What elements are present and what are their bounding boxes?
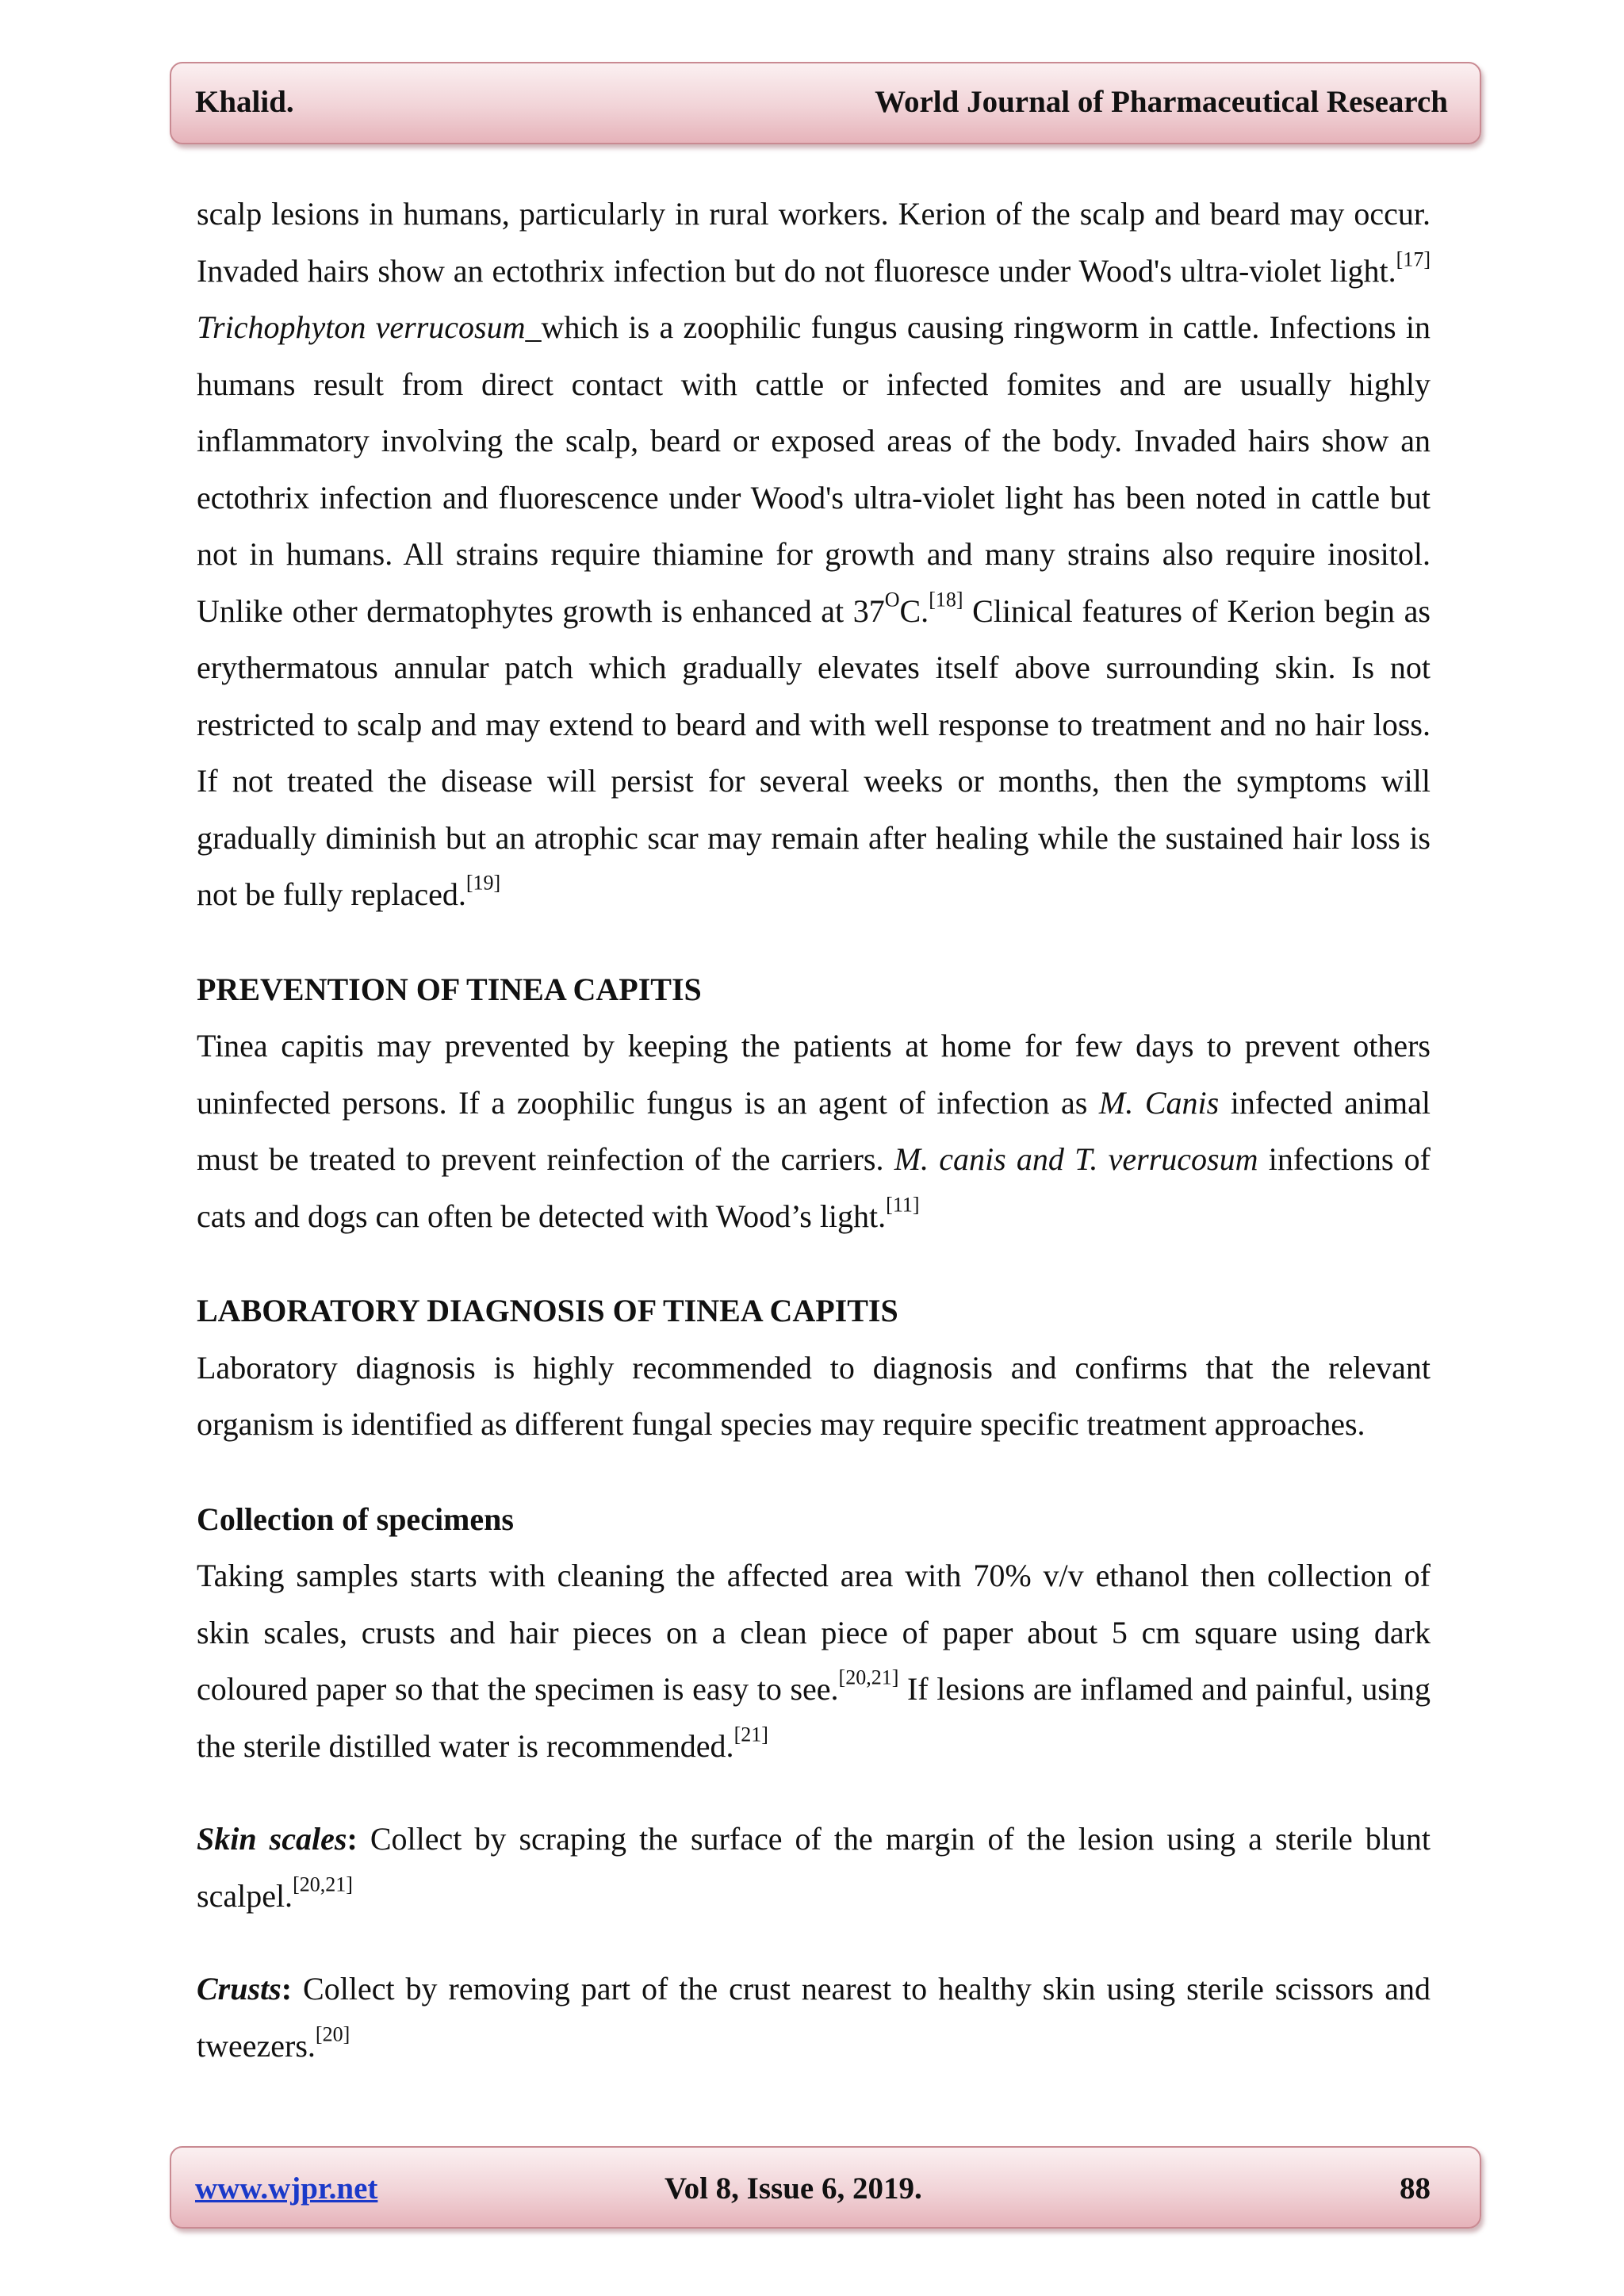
page-footer xyxy=(170,2146,1481,2229)
footer-website-link[interactable]: www.wjpr.net xyxy=(195,2171,378,2206)
text: If lesions are inflamed and painful, using the sterile distilled water is recommended. xyxy=(197,1671,1431,1764)
header-author: Khalid. xyxy=(195,85,294,119)
text: C. xyxy=(899,592,929,629)
species-name: M. Canis xyxy=(1098,1084,1220,1121)
paragraph-prevention xyxy=(197,1018,1431,1244)
footer-page-number: 88 xyxy=(1400,2171,1431,2206)
text: Taking samples starts with cleaning the affected area with 70% v/v ethanol then collection of skin scales, crusts and hair pieces on a clean piece of paper about 5 cm square using dark coloured paper so that the specimen is easy to see. xyxy=(197,1558,1431,1707)
text: Collect by removing part of the crust nearest to healthy skin using sterile scissors and tweezers. xyxy=(197,1971,1431,2064)
citation: [20] xyxy=(315,2022,350,2045)
term-skin-scales: Skin scales xyxy=(197,1821,347,1857)
term-colon: : xyxy=(281,1971,293,2007)
citation: [20,21] xyxy=(293,1872,353,1895)
paragraph-kerion xyxy=(197,186,1431,923)
citation: [21] xyxy=(733,1723,768,1746)
section-heading-lab-diagnosis: LABORATORY DIAGNOSIS OF TINEA CAPITIS xyxy=(197,1293,898,1328)
text: _which is a zoophilic fungus causing ringworm in cattle. Infections in humans result from direct contact with cattle or infected fomites and are usually highly inflammatory involving the scalp, beard or exposed areas of the body. Invaded hairs show an ectothrix infection and fluorescence under Wood's ultra-violet light has been noted in cattle but not in humans. All strains require thiamine for growth and many strains also require inositol. Unlike other dermatophytes growth is enhanced at 37 xyxy=(197,309,1431,629)
term-crusts: Crusts xyxy=(197,1971,282,2007)
header-journal-title: World Journal of Pharmaceutical Research xyxy=(875,85,1448,119)
citation: [19] xyxy=(465,871,501,895)
text: infections of cats and dogs can often be detected with Wood’s light. xyxy=(197,1141,1431,1234)
paragraph-crusts xyxy=(197,1961,1431,2074)
degree-symbol: O xyxy=(884,588,900,611)
term-colon: : xyxy=(347,1821,358,1857)
subsection-heading-collection: Collection of specimens xyxy=(197,1501,514,1537)
text: Collect by scraping the surface of the margin of the lesion using a sterile blunt scalpel. xyxy=(197,1821,1431,1914)
citation: [17] xyxy=(1396,247,1431,270)
text: infected animal must be treated to prevent reinfection of the carriers. xyxy=(197,1084,1431,1177)
text: Tinea capitis may prevented by keeping the patients at home for few days to prevent others uninfected persons. If a zoophilic fungus is an agent of infection as xyxy=(197,1028,1431,1121)
article-body xyxy=(197,186,1431,2074)
species-name: Trichophyton verrucosum xyxy=(197,309,526,345)
paragraph-collection xyxy=(197,1547,1431,1774)
paragraph-lab-diagnosis: Laboratory diagnosis is highly recommended to diagnosis and confirms that the relevant organism is identified as different fungal species may require specific treatment approaches. xyxy=(197,1349,1431,1442)
citation: [18] xyxy=(929,588,963,611)
section-heading-prevention: PREVENTION OF TINEA CAPITIS xyxy=(197,971,702,1007)
species-name: M. canis and T. verrucosum xyxy=(894,1141,1258,1177)
text: Clinical features of Kerion begin as erythermatous annular patch which gradually elevates itself above surrounding skin. Is not restricted to scalp and may extend to beard and with well response to treatment and no hair loss. If not treated the disease will persist for several weeks or months, then the symptoms will gradually diminish but an atrophic scar may remain after healing while the sustained hair loss is not be fully replaced. xyxy=(197,592,1431,912)
footer-volume-issue: Vol 8, Issue 6, 2019. xyxy=(665,2171,922,2206)
paragraph-skin-scales xyxy=(197,1811,1431,1924)
text: scalp lesions in humans, particularly in rural workers. Kerion of the scalp and beard may occur. Invaded hairs show an ectothrix infection but do not fluoresce under Wood's ultra-violet light. xyxy=(197,196,1431,289)
citation: [20,21] xyxy=(838,1665,899,1689)
page-header xyxy=(170,62,1481,144)
citation: [11] xyxy=(886,1193,920,1216)
